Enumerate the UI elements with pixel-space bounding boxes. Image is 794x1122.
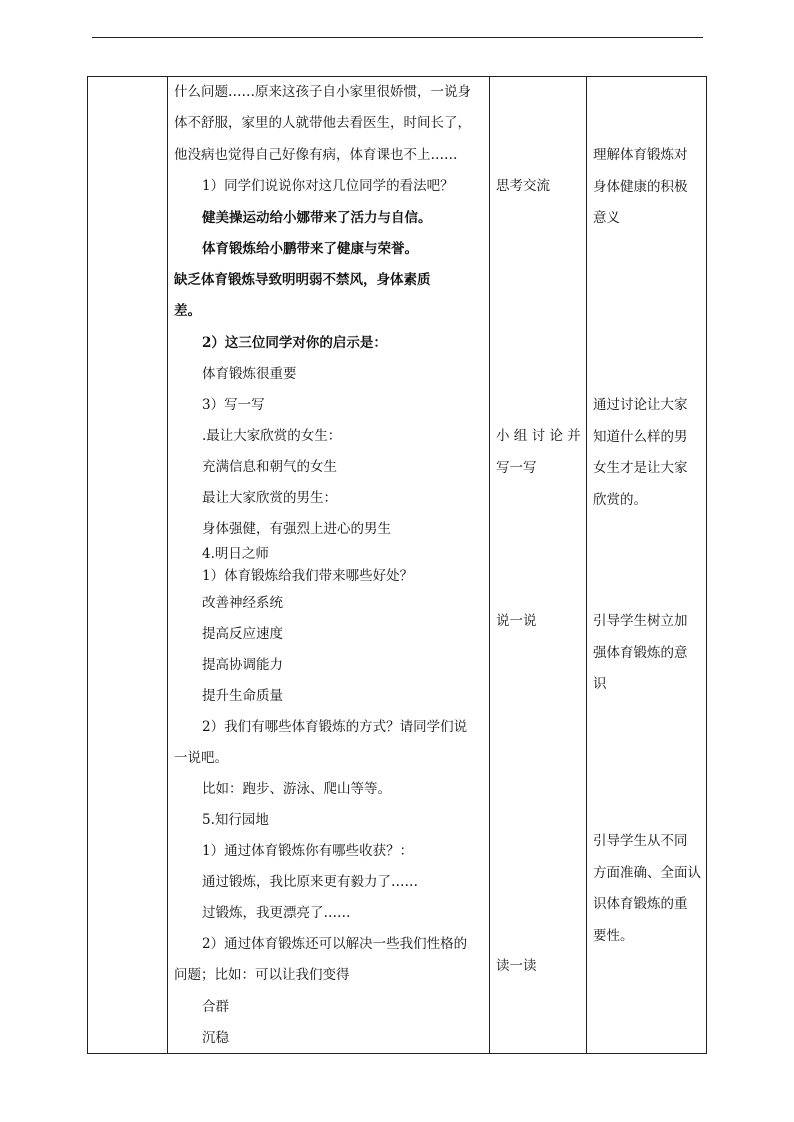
content-line: 最让大家欣赏的男生：	[202, 490, 337, 506]
purpose-cell	[593, 826, 705, 952]
content-line: 1）同学们说说你对这几位同学的看法吧？	[202, 178, 454, 194]
purpose-cell-line: 引导学生从不同	[593, 833, 688, 849]
activity-cell-line: 小 组 讨 论 并	[496, 428, 581, 444]
activity-cell	[496, 951, 584, 983]
purpose-cell-line: 女生才是让大家	[593, 460, 688, 476]
content-line: 提高协调能力	[202, 657, 283, 673]
column-divider	[586, 77, 587, 1053]
content-line: 身体强健，有强烈上进心的男生	[202, 521, 391, 537]
content-line: 1）体育锻炼给我们带来哪些好处？	[202, 568, 414, 584]
content-line: 他没病也觉得自己好像有病，体育课也不上……	[174, 147, 458, 163]
purpose-cell-line: 识体育锻炼的重	[593, 896, 688, 912]
purpose-cell-line: 知道什么样的男	[593, 428, 688, 445]
content-line: 1）通过体育锻炼你有哪些收获？：	[202, 843, 414, 859]
content-line: 提升生命质量	[202, 688, 283, 704]
content-line: 健美操运动给小娜带来了活力与自信。	[202, 210, 432, 226]
content-line: 3）写一写	[202, 397, 265, 413]
content-line: 差。	[174, 303, 201, 319]
purpose-cell	[593, 390, 705, 516]
content-line: 2）我们有哪些体育锻炼的方式？请同学们说	[202, 719, 468, 735]
purpose-cell-line: 身体健康的积极	[593, 178, 688, 195]
content-line: 过锻炼，我更漂亮了……	[202, 905, 351, 921]
content-line: 充满信息和朝气的女生	[202, 459, 337, 475]
header-rule	[92, 37, 703, 38]
content-line: 体育锻炼给小鹏带来了健康与荣誉。	[202, 241, 418, 257]
activity-cell-line: 读一读	[496, 958, 537, 974]
activity-cell	[496, 606, 584, 638]
activity-cell	[496, 171, 584, 203]
purpose-cell-line: 引导学生树立加	[593, 613, 688, 629]
activity-cell-line: 说一说	[496, 613, 537, 629]
content-line: 改善神经系统	[202, 595, 283, 611]
content-line: 什么问题……原来这孩子自小家里很娇惯，一说身	[174, 84, 471, 100]
content-line: 5.知行园地	[202, 812, 269, 828]
purpose-cell-line: 识	[593, 676, 607, 692]
purpose-cell-line: 理解体育锻炼对	[593, 147, 688, 163]
content-line: 沉稳	[202, 1030, 229, 1046]
purpose-cell-line: 要性。	[593, 927, 634, 944]
content-line: 问题；比如：可以让我们变得	[174, 967, 350, 983]
activity-cell-line: 写一写	[496, 459, 537, 476]
content-line: 一说吧。	[174, 750, 228, 766]
purpose-cell-line: 意义	[593, 210, 620, 226]
content-line: 比如：跑步、游泳、爬山等等。	[202, 781, 391, 797]
purpose-cell-line: 欣赏的。	[593, 491, 647, 508]
content-line: 提高反应速度	[202, 626, 283, 642]
purpose-cell-line: 通过讨论让大家	[593, 397, 688, 413]
activity-cell-line: 思考交流	[496, 178, 550, 194]
content-line: 2）这三位同学对你的启示是：	[202, 335, 387, 351]
purpose-cell-line: 方面准确、全面认	[593, 864, 701, 881]
column-divider	[489, 77, 490, 1053]
content-line: 2）通过体育锻炼还可以解决一些我们性格的	[202, 936, 468, 952]
purpose-cell	[593, 606, 705, 701]
content-line: 4.明日之师	[202, 546, 269, 562]
purpose-cell-line: 强体育锻炼的意	[593, 644, 688, 661]
content-line: 缺乏体育锻炼导致明明弱不禁风，身体素质	[174, 272, 431, 288]
purpose-cell	[593, 140, 705, 235]
content-line: 通过锻炼，我比原来更有毅力了……	[202, 874, 418, 890]
content-line: 体不舒服，家里的人就带他去看医生，时间长了，	[174, 115, 471, 131]
activity-cell	[496, 421, 584, 484]
content-line: 合群	[202, 999, 229, 1015]
column-divider	[167, 77, 168, 1053]
content-line: 体育锻炼很重要	[202, 366, 297, 382]
content-line: .最让大家欣赏的女生：	[202, 428, 342, 444]
